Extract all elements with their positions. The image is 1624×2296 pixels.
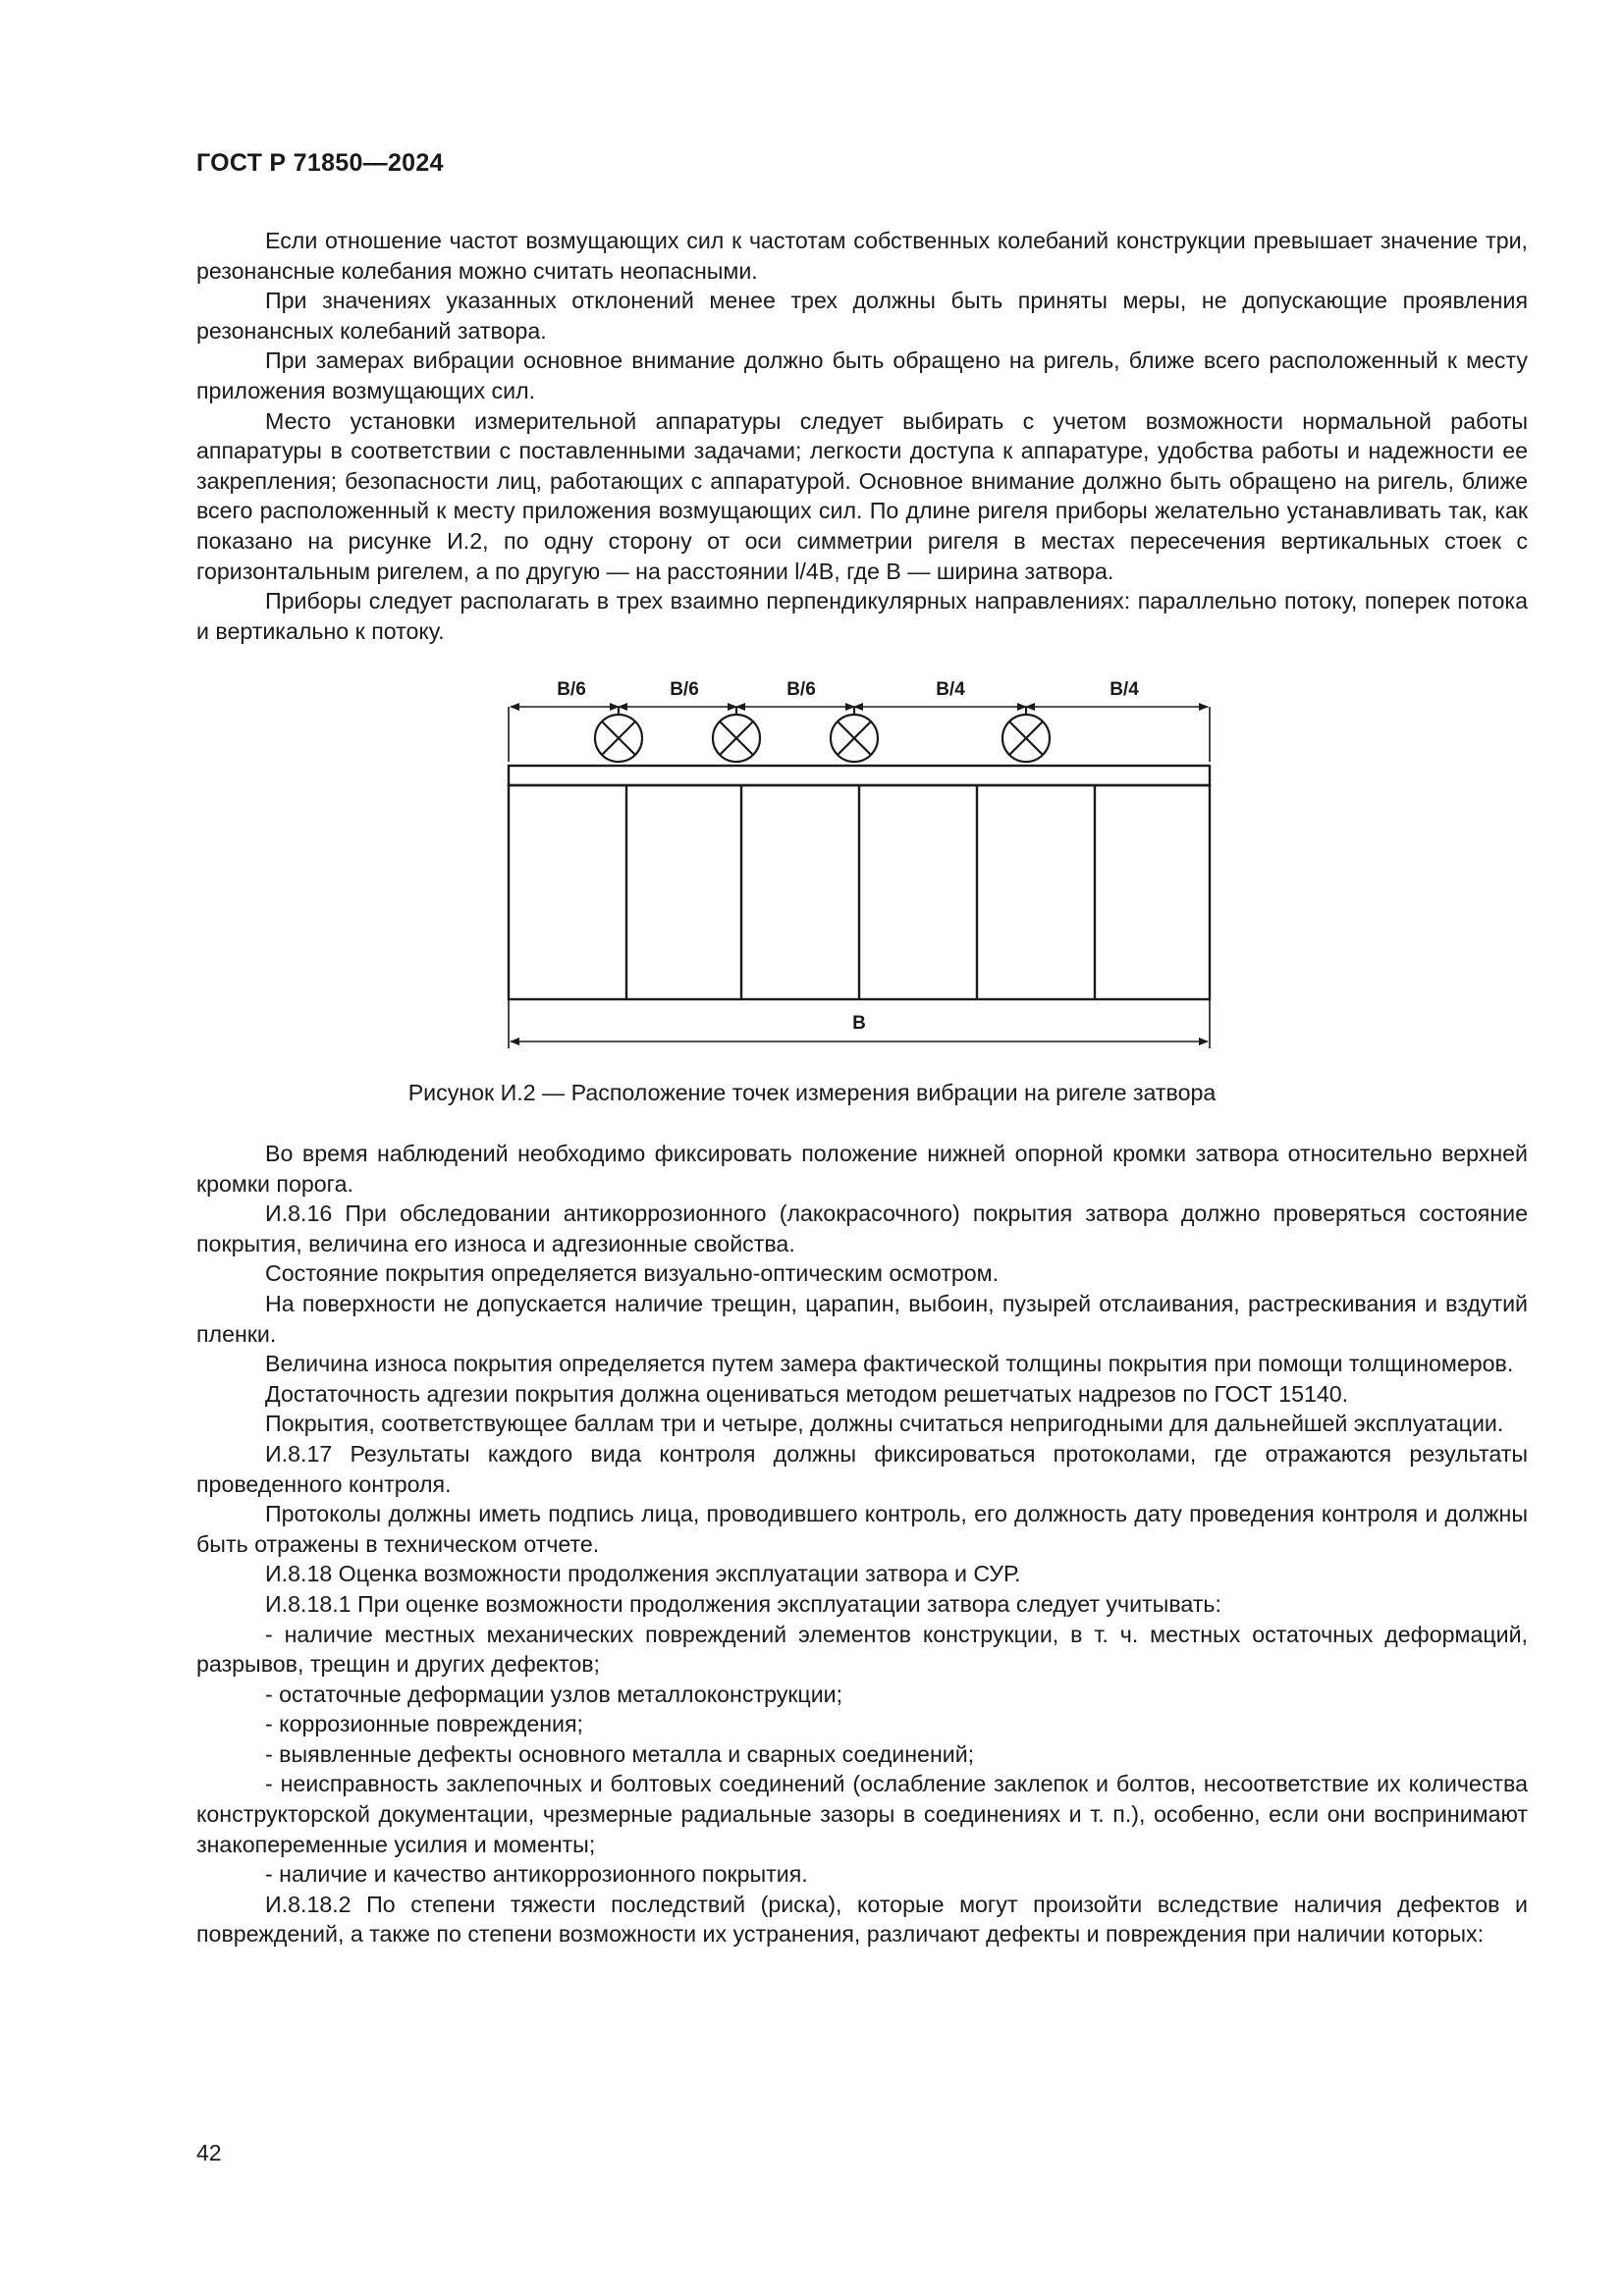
paragraph: И.8.18.2 По степени тяжести последствий (риска), которые могут произойти вследствие наличия дефектов и повреждений, а также по степени возможности их устранения, различают дефекты и повреждения при наличии которых: (196, 1891, 1528, 1948)
figure-gate-girder (491, 664, 1218, 1056)
paragraph: И.8.18.1 При оценке возможности продолжения эксплуатации затвора следует учитывать: (265, 1590, 1221, 1617)
dim-label: B/4 (1110, 679, 1139, 700)
dim-label: B/6 (670, 679, 699, 700)
sensor-icon (713, 707, 760, 762)
paragraph: И.8.16 При обследовании антикоррозионного (лакокрасочного) покрытия затвора должно проверяться состояние покрытия, величина его износа и адгезионные свойства. (196, 1201, 1528, 1256)
paragraph: При значениях указанных отклонений менее трех должны быть приняты меры, не допускающие проявления резонансных колебаний затвора. (196, 288, 1528, 344)
list-item: - наличие и качество антикоррозионного покрытия. (265, 1861, 808, 1888)
list-item: - выявленные дефекты основного металла и сварных соединений; (265, 1740, 975, 1767)
list-item: - коррозионные повреждения; (265, 1711, 583, 1737)
sensor-icon (595, 707, 642, 762)
paragraph: И.8.18 Оценка возможности продолжения эксплуатации затвора и СУР. (265, 1561, 1021, 1587)
list-item: - остаточные деформации узлов металлоконструкции; (265, 1681, 843, 1707)
dim-label: B/6 (786, 679, 816, 700)
girder-diagram (491, 664, 1218, 1056)
paragraph: Приборы следует располагать в трех взаимно перпендикулярных направлениях: параллельно потоку, поперек потока и вертикально к потоку. (196, 588, 1528, 644)
paragraph: Величина износа покрытия определяется путем замера фактической толщины покрытия при помощи толщиномеров. (265, 1351, 1514, 1377)
sensor-icon (831, 707, 878, 762)
paragraph: Место установки измерительной аппаратуры следует выбирать с учетом возможности нормальной работы аппаратуры в соответствии с поставленными задачами; легкости доступа к аппаратуре, удобства работы и надежности ее закрепления; безопасности лиц, работающих с аппаратурой. Основное внимание должно быть обращено на ригель, ближе всего расположенный к месту приложения возмущающих сил. По длине ригеля приборы желательно устанавливать так, как показано на рисунке И.2, по одну сторону от оси симметрии ригеля в местах пересечения вертикальных стоек с горизонтальным ригелем, а по другую — на расстоянии l/4B, где B — ширина затвора. (196, 407, 1528, 584)
paragraph: Протоколы должны иметь подпись лица, проводившего контроль, его должность дату проведения контроля и должны быть отражены в техническом отчете. (196, 1501, 1528, 1557)
figure-caption: Рисунок И.2 — Расположение точек измерения вибрации на ригеле затвора (407, 1080, 1217, 1105)
body-text-bottom (196, 1139, 1528, 1949)
paragraph: Состояние покрытия определяется визуально-оптическим осмотром. (265, 1260, 1000, 1287)
list-item: - наличие местных механических повреждений элементов конструкции, в т. ч. местных остаточных деформаций, разрывов, трещин и других дефектов; (196, 1621, 1528, 1678)
body-text-top (196, 226, 1528, 646)
list-item: - неисправность заклепочных и болтовых соединений (ослабление заклепок и болтов, несоответствие их количества конструкторской документации, чрезмерные радиальные зазоры в соединениях и т. п.), особенно, если они воспринимают знакопеременные усилия и моменты; (196, 1771, 1528, 1857)
sensor-icon (1002, 707, 1050, 762)
dim-label: B/4 (936, 679, 965, 700)
document-header: ГОСТ Р 71850—2024 (196, 149, 444, 177)
paragraph: Если отношение частот возмущающих сил к частотам собственных колебаний конструкции превышает значение три, резонансные колебания можно считать неопасными. (196, 228, 1528, 284)
paragraph: При замерах вибрации основное внимание должно быть обращено на ригель, ближе всего расположенный к месту приложения возмущающих сил. (196, 347, 1528, 403)
paragraph: Достаточность адгезии покрытия должна оцениваться методом решетчатых надрезов по ГОСТ 15140. (265, 1380, 1349, 1407)
page-number: 42 (196, 2140, 222, 2165)
paragraph: На поверхности не допускается наличие трещин, царапин, выбоин, пузырей отслаивания, растрескивания и вздутий пленки. (196, 1290, 1528, 1347)
dim-label-total: B (852, 1013, 866, 1034)
paragraph: Покрытия, соответствующее баллам три и четыре, должны считаться непригодными для дальнейшей эксплуатации. (265, 1411, 1504, 1437)
girder (509, 766, 1210, 785)
paragraph: И.8.17 Результаты каждого вида контроля должны фиксироваться протоколами, где отражаются результаты проведенного контроля. (196, 1440, 1528, 1497)
dim-label: B/6 (557, 679, 586, 700)
paragraph: Во время наблюдений необходимо фиксировать положение нижней опорной кромки затвора относительно верхней кромки порога. (196, 1141, 1528, 1197)
